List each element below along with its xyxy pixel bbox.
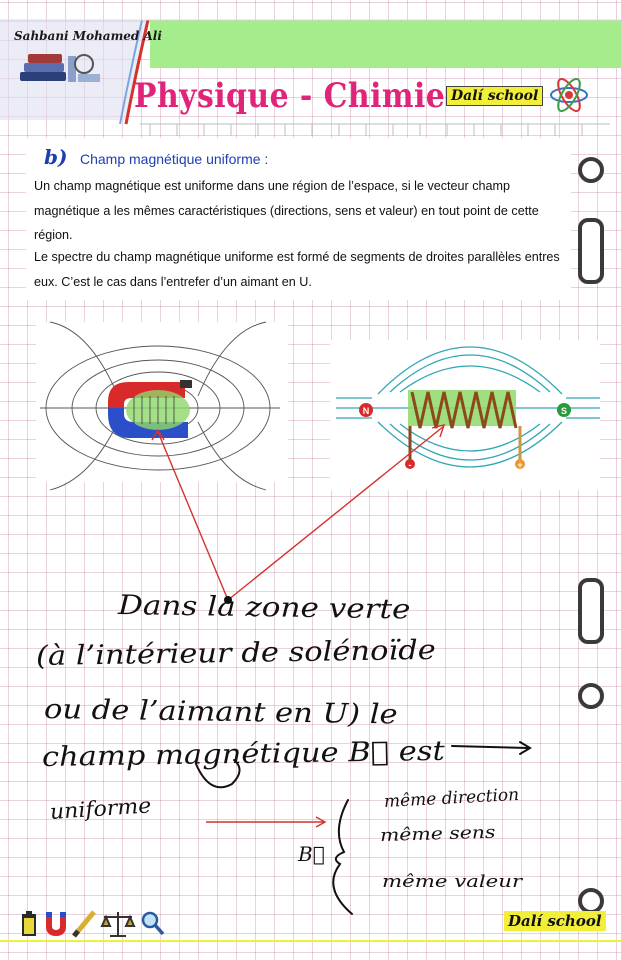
author-name: Sahbani Mohamed Ali xyxy=(14,29,162,43)
footer-icons xyxy=(22,908,172,938)
property-item: même valeur xyxy=(382,872,523,892)
footer-brand: Dalí school xyxy=(504,911,606,931)
vector-b-label: B⃗ xyxy=(298,842,325,866)
handwritten-line: champ magnétique B⃗ est xyxy=(41,735,446,773)
section-letter: b) xyxy=(44,145,68,169)
handwritten-line: Dans la zone verte xyxy=(117,590,411,626)
handwritten-line: ou de l’aimant en U) le xyxy=(43,694,398,731)
property-item: même sens xyxy=(379,822,496,846)
handwritten-line: (à l’intérieur de solénoïde xyxy=(35,634,437,672)
handwritten-line: uniforme xyxy=(49,793,153,824)
pole-s-label: S xyxy=(560,406,568,416)
footer-line xyxy=(0,940,621,942)
battery-icon xyxy=(22,911,36,936)
terminal-plus-label: + xyxy=(517,460,523,470)
brand-badge: Dalí school xyxy=(446,86,543,106)
terminal-minus-label: - xyxy=(408,460,412,470)
balance-icon xyxy=(102,912,134,936)
definition-paragraph: Un champ magnétique est uniforme dans une région de l’espace, si le vecteur champ magnétique a les mêmes caractéristiques (directions, sens et valeur) en tout point de cette région. xyxy=(34,179,539,243)
pencil-icon xyxy=(74,912,94,936)
solenoid-figure xyxy=(330,340,600,490)
spectrum-paragraph: Le spectre du champ magnétique uniforme est formé de segments de droites parallèles entres eux. C’est le cas dans l’entrefer d’un aimant en U. xyxy=(34,250,560,289)
property-item: même direction xyxy=(383,784,520,812)
pole-n-label: N xyxy=(362,406,370,416)
magnifier-icon xyxy=(143,913,163,934)
section-title: Champ magnétique uniforme : xyxy=(80,151,269,167)
u-magnet-figure xyxy=(36,322,288,490)
page-title: Physique - Chimie xyxy=(134,76,446,116)
magnet-icon xyxy=(46,912,66,936)
